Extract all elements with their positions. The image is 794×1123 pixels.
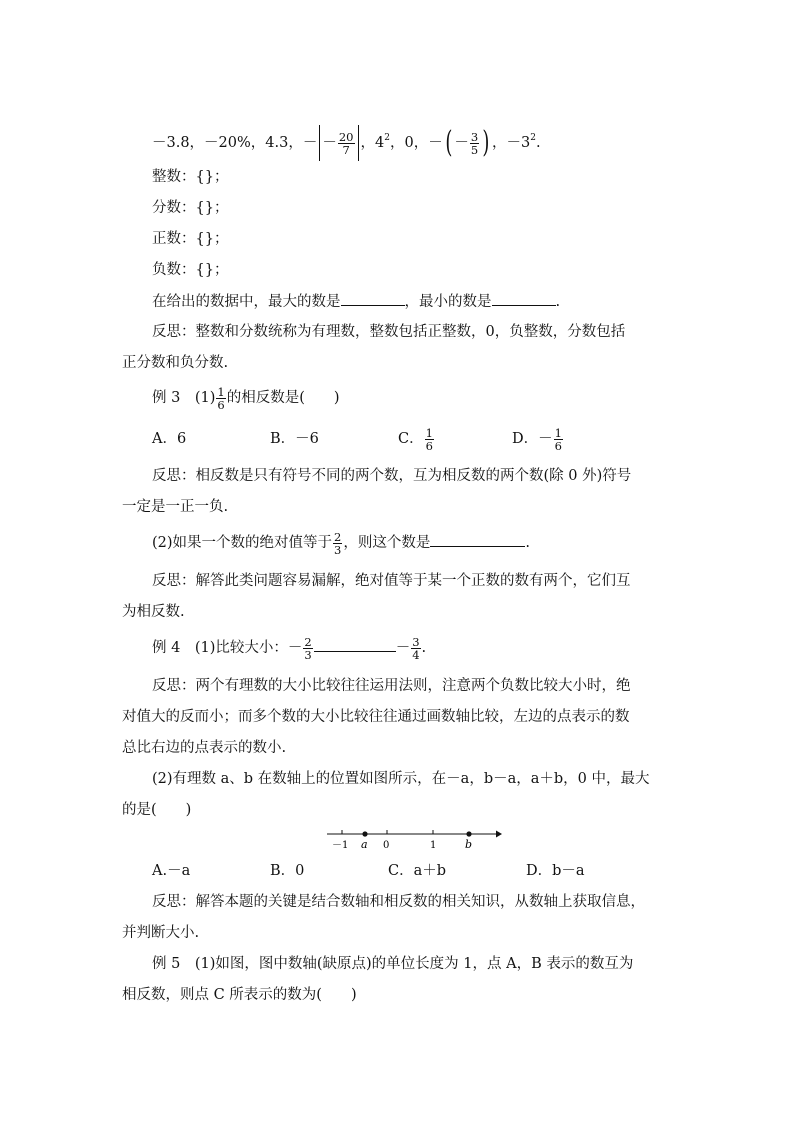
answer-blank-abs: [430, 531, 525, 547]
example-3-question-1: 例 3 (1) $\frac{1}{6}$ 的相反数是( ): [152, 384, 340, 412]
numbers-part-3: ，0，－: [389, 135, 443, 151]
reflection-1-line-2: 正分数和负分数.: [122, 355, 229, 371]
max-min-question: 在给出的数据中，最大的数是 ，最小的数是 .: [152, 290, 560, 312]
class-negatives: 负数：{}；: [152, 262, 229, 278]
label-neg-one: －1: [332, 840, 349, 851]
ex3-reflection2-line-1: 反思：解答此类问题容易漏解，绝对值等于某一个正数的数有两个，它们互: [152, 573, 631, 589]
answer-blank-max: [341, 290, 405, 306]
ex3-option-b[interactable]: B．－6: [270, 431, 319, 447]
paren-close: ): [482, 125, 490, 160]
numbers-part-4: ，－3: [491, 135, 531, 151]
answer-blank-compare: [314, 636, 396, 652]
fraction-1-6: $\frac{1}{6}$: [217, 384, 225, 412]
ex3-reflection-line-2: 一定是一正一负.: [122, 499, 229, 515]
number-list: －3.8，－20%，4.3，－ － $\frac{20}{7}$ ，$4^2$，0，－( － $\frac{3}{5}$ ) ，$-3^2$.: [152, 125, 541, 160]
label-one: 1: [430, 840, 437, 851]
point-a: [362, 831, 367, 836]
ex4-option-c[interactable]: C．a＋b: [388, 863, 447, 879]
ex4-question-2-line-2: 的是( ): [122, 802, 192, 818]
example-5-line-2: 相反数，则点 C 所表示的数为( ): [122, 987, 357, 1003]
numbers-part-2: ，4: [360, 135, 385, 151]
example-4-question-1: 例 4 (1)比较大小：－ $\frac{2}{3}$ － $\frac{3}{4}$ .: [152, 634, 427, 662]
minus-sign: －: [322, 135, 337, 151]
example-5-line-1: 例 5 (1)如图，图中数轴(缺原点)的单位长度为 1，点 A，B 表示的数互为: [152, 956, 634, 972]
ex4-question-2-line-1: (2)有理数 a、b 在数轴上的位置如图所示，在－a，b－a，a＋b，0 中，最大: [152, 771, 650, 787]
class-positives: 正数：{}；: [152, 231, 229, 247]
fraction-2-3: $\frac{2}{3}$: [334, 529, 342, 557]
paren-open: (: [445, 125, 453, 160]
class-integers: 整数：{}；: [152, 169, 229, 185]
exponent-2: 2: [384, 133, 390, 143]
ex3-option-c[interactable]: C． $\frac{1}{6}$: [398, 425, 433, 453]
ex3-question-2: (2)如果一个数的绝对值等于 $\frac{2}{3}$ ，则这个数是 .: [152, 529, 530, 557]
abs-bar-left: [319, 125, 320, 161]
answer-blank-min: [492, 290, 556, 306]
axis-arrow: [496, 831, 502, 838]
reflection-1-line-1: 反思：整数和分数统称为有理数，整数包括正整数，0，负整数，分数包括: [152, 324, 626, 340]
number-line-figure: [324, 824, 514, 854]
fraction-20-7: $\frac{20}{7}$: [338, 129, 354, 157]
ex3-reflection-line-1: 反思：相反数是只有符号不同的两个数，互为相反数的两个数(除 0 外)符号: [152, 468, 632, 484]
label-a: a: [361, 838, 368, 851]
ex4-reflection2-line-2: 并判断大小.: [122, 925, 200, 941]
ex3-option-d[interactable]: D．－ $\frac{1}{6}$: [512, 425, 562, 453]
ex4-reflection2-line-1: 反思：解答本题的关键是结合数轴和相反数的相关知识，从数轴上获取信息，: [152, 894, 645, 910]
label-zero: 0: [383, 840, 390, 851]
ex4-reflection-line-1: 反思：两个有理数的大小比较往往运用法则，注意两个负数比较大小时，绝: [152, 678, 631, 694]
label-b: b: [465, 838, 473, 851]
abs-bar-right: [358, 125, 359, 161]
numbers-part-1: －3.8，－20%，4.3，－: [152, 135, 318, 151]
point-b: [466, 831, 471, 836]
ex4-option-b[interactable]: B．0: [270, 863, 305, 879]
ex3-reflection2-line-2: 为相反数.: [122, 604, 185, 620]
ex3-option-a[interactable]: A．6: [152, 431, 187, 447]
ex4-reflection-line-3: 总比右边的点表示的数小.: [122, 740, 287, 756]
ex4-option-a[interactable]: A.－a: [152, 863, 191, 879]
exponent-2b: 2: [530, 133, 536, 143]
paren-sign: －: [454, 135, 469, 151]
ex4-option-d[interactable]: D．b－a: [526, 863, 585, 879]
fraction-3-5: $\frac{3}{5}$: [470, 129, 479, 157]
ex4-reflection-line-2: 对值大的反而小；而多个数的大小比较往往通过画数轴比较，左边的点表示的数: [122, 709, 630, 725]
class-fractions: 分数：{}；: [152, 200, 229, 216]
